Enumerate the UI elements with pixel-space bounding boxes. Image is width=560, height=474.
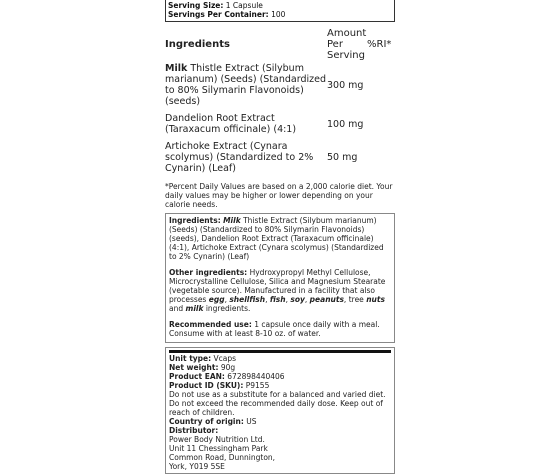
ingredient-name: Dandelion Root Extract (Taraxacum officinale) (4:1) <box>165 113 297 135</box>
distributor-line: Common Road, Dunnington, <box>169 453 276 462</box>
product-details-panel <box>165 347 395 474</box>
header-ri: %RI* <box>367 39 392 50</box>
table-row <box>165 139 395 178</box>
other-ingredients-paragraph: Other ingredients: Hydroxypropyl Methyl Cellulose, Microcrystalline Cellulose, Silica and Magnesium Stearate (vegetable source). Manufactured in a facility that also processes egg, shellfish, fish, soy, peanuts, tree nuts and milk ingredients. <box>169 268 386 313</box>
unit-type: Unit type: Vcaps <box>169 354 237 363</box>
table-row <box>165 111 395 139</box>
product-sku: Product ID (SKU): P9155 <box>169 381 270 390</box>
product-info-column <box>165 0 395 474</box>
ingredients-panel <box>165 213 395 343</box>
distributor-line: Unit 11 Chessingham Park <box>169 444 268 453</box>
servings-per-container: Servings Per Container: 100 <box>168 10 286 19</box>
net-weight: Net weight: 90g <box>169 363 236 372</box>
table-row <box>165 61 395 111</box>
nutrition-facts-box <box>165 0 395 22</box>
daily-values-footnote: *Percent Daily Values are based on a 2,000 calorie diet. Your daily values may be higher or lower depending on your calorie needs. <box>165 182 393 209</box>
ingredient-name: Milk Thistle Extract (Silybum marianum) (Seeds) (Standardized to 80% Silymarin Flavonoids) (seeds) <box>165 63 327 107</box>
ingredient-amount: 300 mg <box>327 79 364 91</box>
ingredients-paragraph: Ingredients: Milk Thistle Extract (Silybum marianum) (Seeds) (Standardized to 80% Silymarin Flavonoids) (seeds), Dandelion Root Extract (Taraxacum officinale) (4:1), Artichoke Extract (Cynara scolymus) (Standardized to 2% Cynarin) (Leaf) <box>169 216 384 261</box>
distributor-line: Power Body Nutrition Ltd. <box>169 435 265 444</box>
ingredient-name: Artichoke Extract (Cynara scolymus) (Standardized to 2% Cynarin) (Leaf) <box>165 141 314 174</box>
ingredient-amount: 100 mg <box>327 118 364 130</box>
header-ingredients: Ingredients <box>165 39 230 50</box>
product-ean: Product EAN: 672898440406 <box>169 372 285 381</box>
distributor-label: Distributor: <box>169 426 219 435</box>
divider <box>169 350 391 353</box>
ingredients-table <box>165 28 395 178</box>
country-of-origin: Country of origin: US <box>169 417 257 426</box>
ingredient-amount: 50 mg <box>327 152 358 163</box>
warning-text: Do not use as a substitute for a balanced and varied diet. Do not exceed the recommended daily dose. Keep out of reach of children. <box>169 390 386 417</box>
serving-size: Serving Size: 1 Capsule <box>168 1 263 10</box>
recommended-use-paragraph: Recommended use: 1 capsule once daily with a meal. Consume with at least 8-10 oz. of water. <box>169 320 380 338</box>
table-header <box>165 28 395 61</box>
distributor-line: York, Y019 5SE <box>169 462 225 471</box>
header-amount: Amount Per Serving <box>327 28 367 61</box>
